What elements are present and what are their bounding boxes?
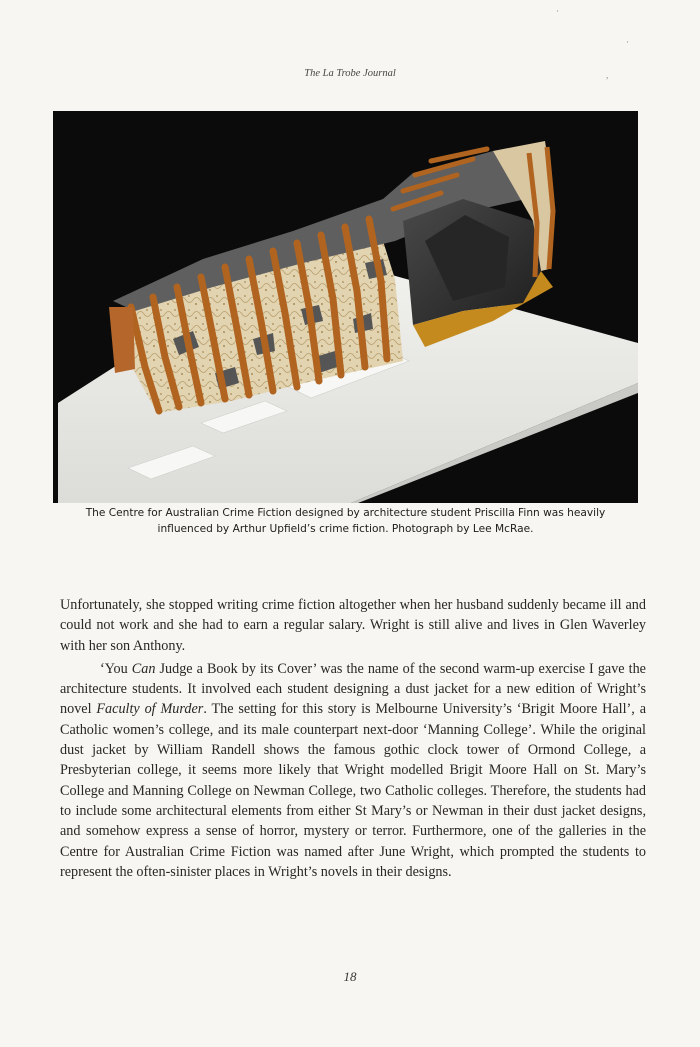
scan-mark: ·	[626, 37, 629, 47]
running-head: The La Trobe Journal	[304, 68, 396, 79]
caption-line: The Centre for Australian Crime Fiction designed by architecture student Priscilla Finn was heavily	[85, 507, 606, 519]
page-number: 18	[343, 969, 357, 984]
article-body	[60, 595, 646, 882]
paragraph	[60, 659, 646, 882]
paragraph: Unfortunately, she stopped writing crime fiction altogether when her husband suddenly became ill and could not work and she had to earn a regular salary. Wright is still alive and lives in Glen Waverley with her son Anthony.	[60, 597, 646, 654]
text-run: . The setting for this story is Melbourne University’s ‘Brigit Moore Hall’, a Catholic women’s college, and its male counterpart next-door ‘Manning College’. While the original dust jacket by William Randell shows the famous gothic clock tower of Ormond College, a Presbyterian college, it seems more likely that Wright modelled Brigit Moore Hall on St. Mary’s College and Manning College on Newman College, two Catholic colleges. Therefore, the students had to include some architectural elements from either St Mary’s or Newman in their dust jacket designs, and somehow express a sense of horror, mystery or terror. Furthermore, one of the galleries in the Centre for Australian Crime Fiction was named after June Wright, which prompted the students to represent the often-sinister places in Wright’s novels in their designs.	[60, 701, 646, 880]
emphasis: Can	[131, 660, 156, 677]
scan-mark: ,	[606, 70, 609, 80]
model-illustration	[53, 111, 638, 503]
figure-caption	[53, 505, 638, 537]
text-run: ‘You	[100, 660, 132, 677]
text-run: Judge a Book by its Cover’ was the name of the second warm-up exercise I gave the architecture students. It involved each student designing a dust jacket for a new edition of Wright’s novel	[60, 660, 646, 718]
architecture-model-photo	[53, 111, 638, 503]
caption-line: influenced by Arthur Upfield’s crime fiction. Photograph by Lee McRae.	[157, 523, 534, 535]
book-title: Faculty of Murder	[96, 701, 204, 718]
scan-mark: ·	[556, 6, 559, 16]
